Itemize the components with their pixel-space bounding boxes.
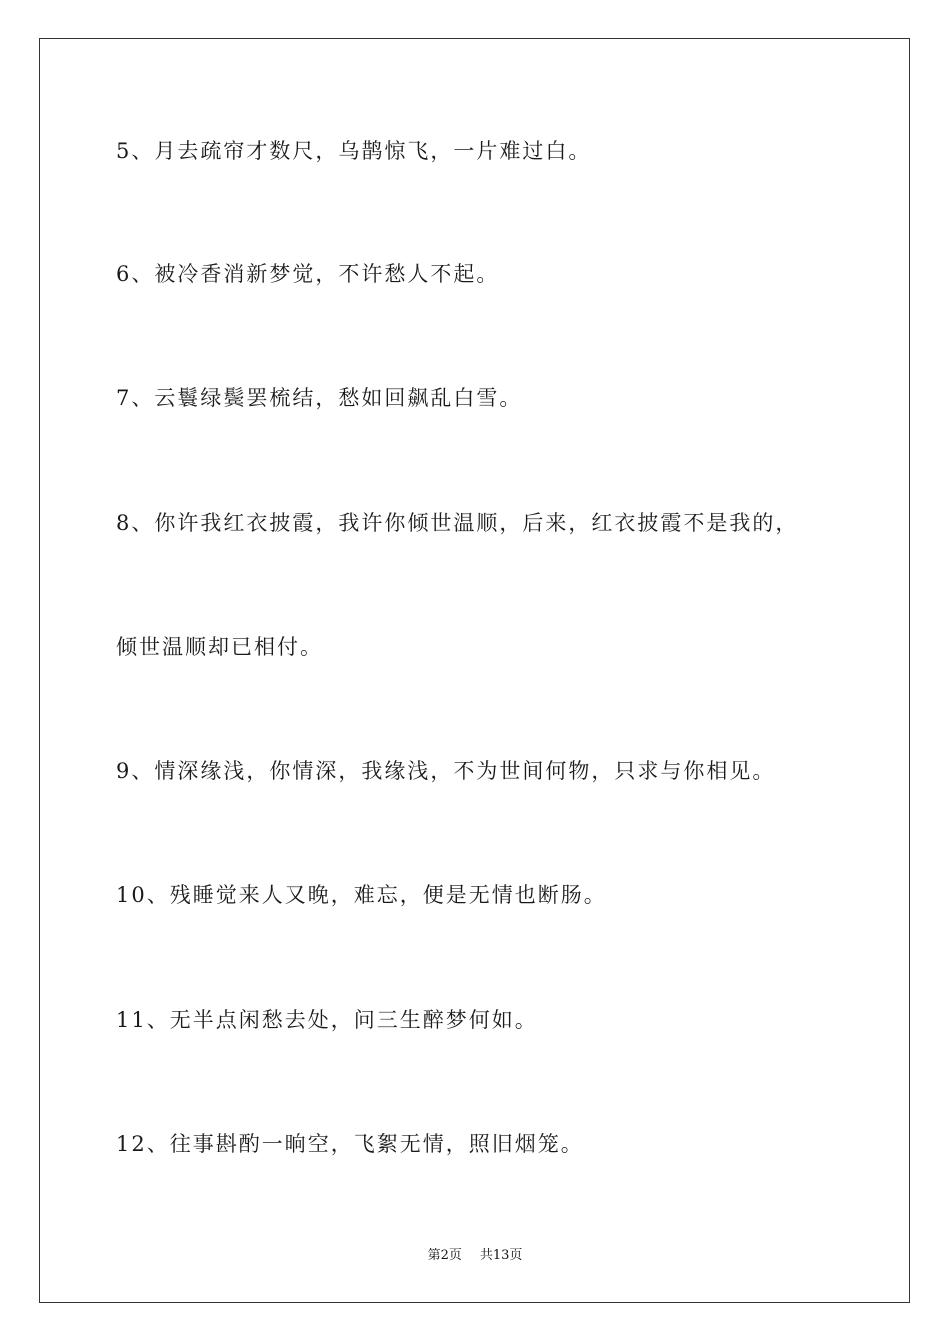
poem-line-8: 8、你许我红衣披霞，我许你倾世温顺，后来，红衣披霞不是我的， [116, 511, 799, 535]
page-border [39, 38, 910, 1303]
poem-line-7: 7、云鬟绿鬓罢梳结，愁如回飙乱白雪。 [116, 386, 523, 410]
poem-line-5: 5、月去疏帘才数尺，乌鹊惊飞，一片难过白。 [116, 139, 592, 163]
poem-line-6: 6、被冷香消新梦觉，不许愁人不起。 [116, 262, 500, 286]
page-total: 共13页 [479, 1248, 523, 1263]
poem-line-8-continued: 倾世温顺却已相付。 [116, 635, 323, 659]
page-number: 第2页 [427, 1248, 462, 1263]
page-footer [0, 1247, 950, 1265]
poem-line-12: 12、往事斟酌一晌空，飞絮无情，照旧烟笼。 [116, 1132, 584, 1156]
poem-line-11: 11、无半点闲愁去处，问三生醉梦何如。 [116, 1008, 538, 1032]
poem-line-10: 10、残睡觉来人又晚，难忘，便是无情也断肠。 [116, 883, 607, 907]
poem-line-9: 9、情深缘浅，你情深，我缘浅，不为世间何物，只求与你相见。 [116, 759, 776, 783]
